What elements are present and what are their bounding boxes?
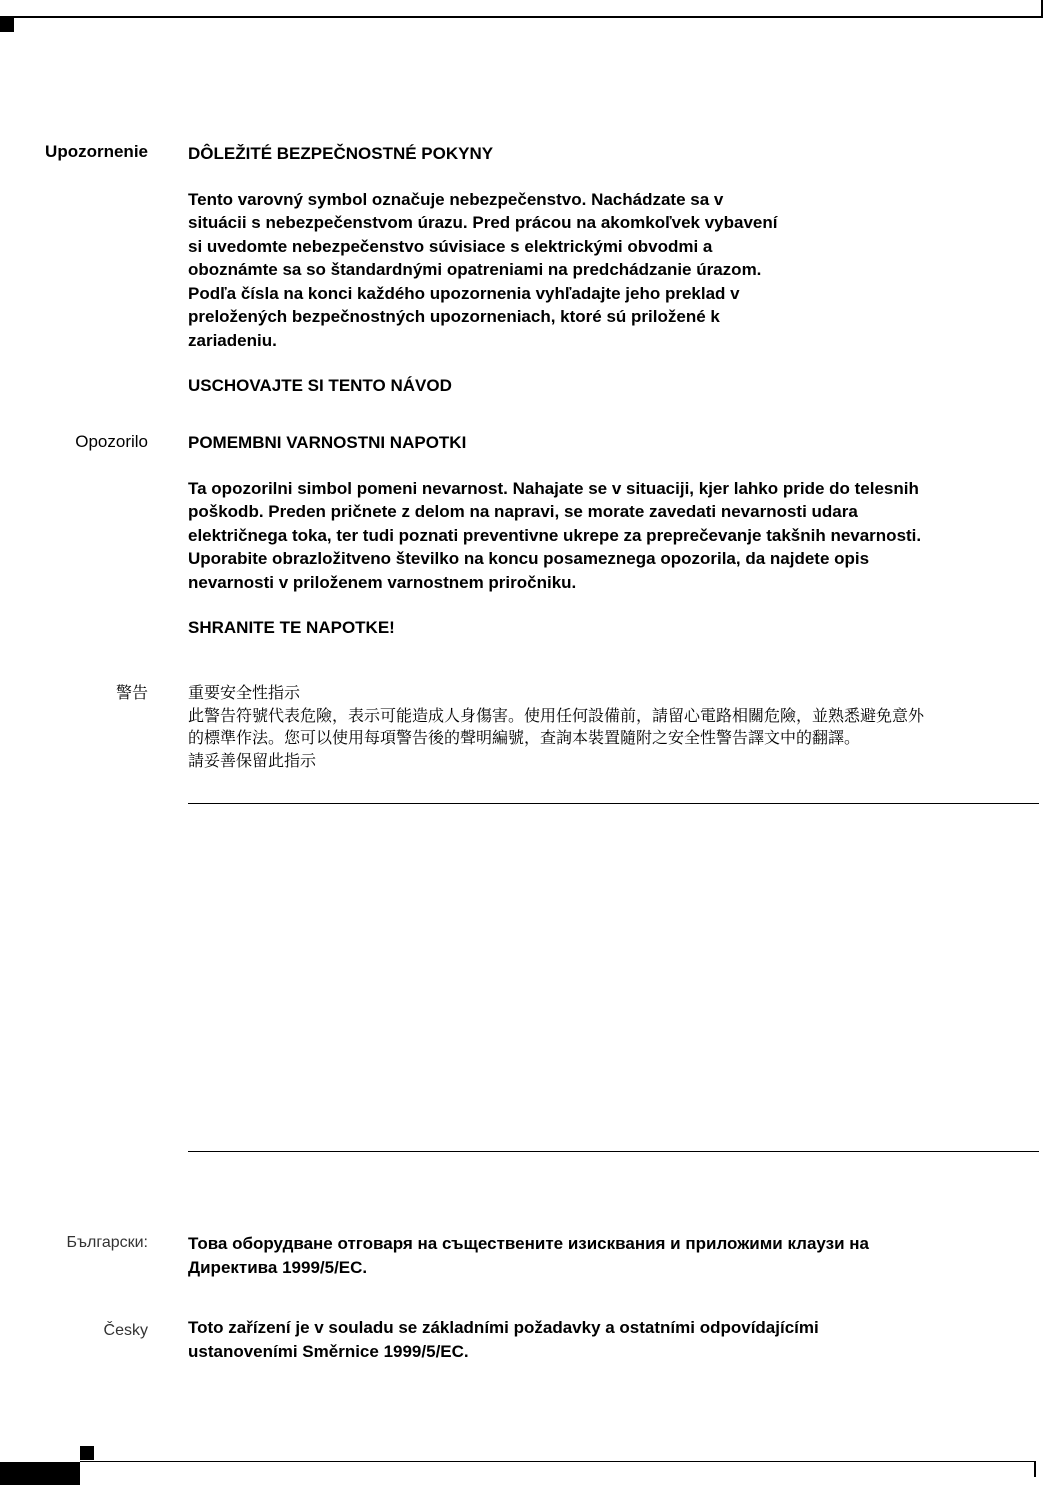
warning-line: poškodb. Preden pričnete z delom na napravi, se morate zavedati nevarnosti udara xyxy=(188,502,858,521)
warning-line: Ta opozorilni simbol pomeni nevarnost. Nahajate se v situaciji, kjer lahko pride do telesnih xyxy=(188,478,919,498)
warning-line: Tento varovný symbol označuje nebezpečenstvo. Nachádzate sa v xyxy=(188,189,724,209)
warning-body-chinese xyxy=(188,682,924,772)
warning-footer: USCHOVAJTE SI TENTO NÁVOD xyxy=(188,376,452,395)
section-divider-top xyxy=(188,803,1039,804)
warning-label-slovak: Upozornenie xyxy=(45,142,148,161)
warning-line: električnega toka, ter tudi poznati preventivne ukrepe za preprečevanje takšnih nevarnosti. xyxy=(188,525,922,545)
declaration-body-bulgarian xyxy=(188,1232,869,1279)
section-divider-bottom xyxy=(188,1151,1039,1152)
footer-rule xyxy=(80,1461,1036,1462)
declaration-line: Toto zařízení je v souladu se základními požadavky a ostatními odpovídajícími xyxy=(188,1318,819,1337)
warning-body-slovenian xyxy=(188,431,921,640)
warning-heading: POMEMBNI VARNOSTNI NAPOTKI xyxy=(188,433,467,452)
warning-line: situácii s nebezpečenstvom úrazu. Pred prácou na akomkoľvek vybavení xyxy=(188,213,778,232)
warning-line: nevarnosti v priloženem varnostnem priročniku. xyxy=(188,572,577,592)
warning-line: 的標準作法。您可以使用每項警告後的聲明編號，查詢本裝置隨附之安全性警告譯文中的翻譯。 xyxy=(188,728,861,747)
declaration-label-czech: Česky xyxy=(103,1322,148,1339)
declaration-body-czech xyxy=(188,1316,819,1363)
header-corner-mark xyxy=(0,18,14,32)
warning-label-slovenian: Opozorilo xyxy=(75,432,148,451)
declaration-line: ustanoveními Směrnice 1999/5/EC. xyxy=(188,1341,469,1361)
warning-line: preložených bezpečnostných upozorneniach, ktoré sú priložené k xyxy=(188,307,720,326)
warning-line: 此警告符號代表危險，表示可能造成人身傷害。使用任何設備前，請留心電路相關危險，並熟悉避免意外 xyxy=(188,705,925,725)
footer-corner-mark xyxy=(80,1446,94,1460)
warning-line: si uvedomte nebezpečenstvo súvisiace s elektrickými obvodmi a xyxy=(188,236,713,256)
warning-line: Podľa čísla na konci každého upozornenia vyhľadajte jeho preklad v xyxy=(188,283,740,303)
warning-line: 重要安全性指示 xyxy=(188,683,301,702)
warning-label-chinese: 警告 xyxy=(115,683,148,702)
warning-body-slovak xyxy=(188,142,778,398)
warning-footer: SHRANITE TE NAPOTKE! xyxy=(188,618,395,637)
warning-heading: DÔLEŽITÉ BEZPEČNOSTNÉ POKYNY xyxy=(188,144,494,163)
header-rule xyxy=(0,16,1042,18)
footer-page-tab xyxy=(0,1462,80,1485)
header-rule-end-tick xyxy=(1041,0,1043,18)
warning-line: 請妥善保留此指示 xyxy=(188,750,317,770)
declaration-label-bulgarian: Български: xyxy=(66,1234,148,1251)
declaration-line: Директива 1999/5/EC. xyxy=(188,1257,368,1277)
declaration-line: Това оборудване отговаря на съществените изисквания и приложими клаузи на xyxy=(188,1234,869,1253)
warning-line: Uporabite obrazložitveno številko na koncu posameznega opozorila, da najdete opis xyxy=(188,549,870,568)
footer-rule-end-tick xyxy=(1034,1461,1036,1477)
warning-line: zariadeniu. xyxy=(188,330,277,350)
warning-line: oboznámte sa so štandardnými opatreniami na predchádzanie úrazom. xyxy=(188,260,762,279)
